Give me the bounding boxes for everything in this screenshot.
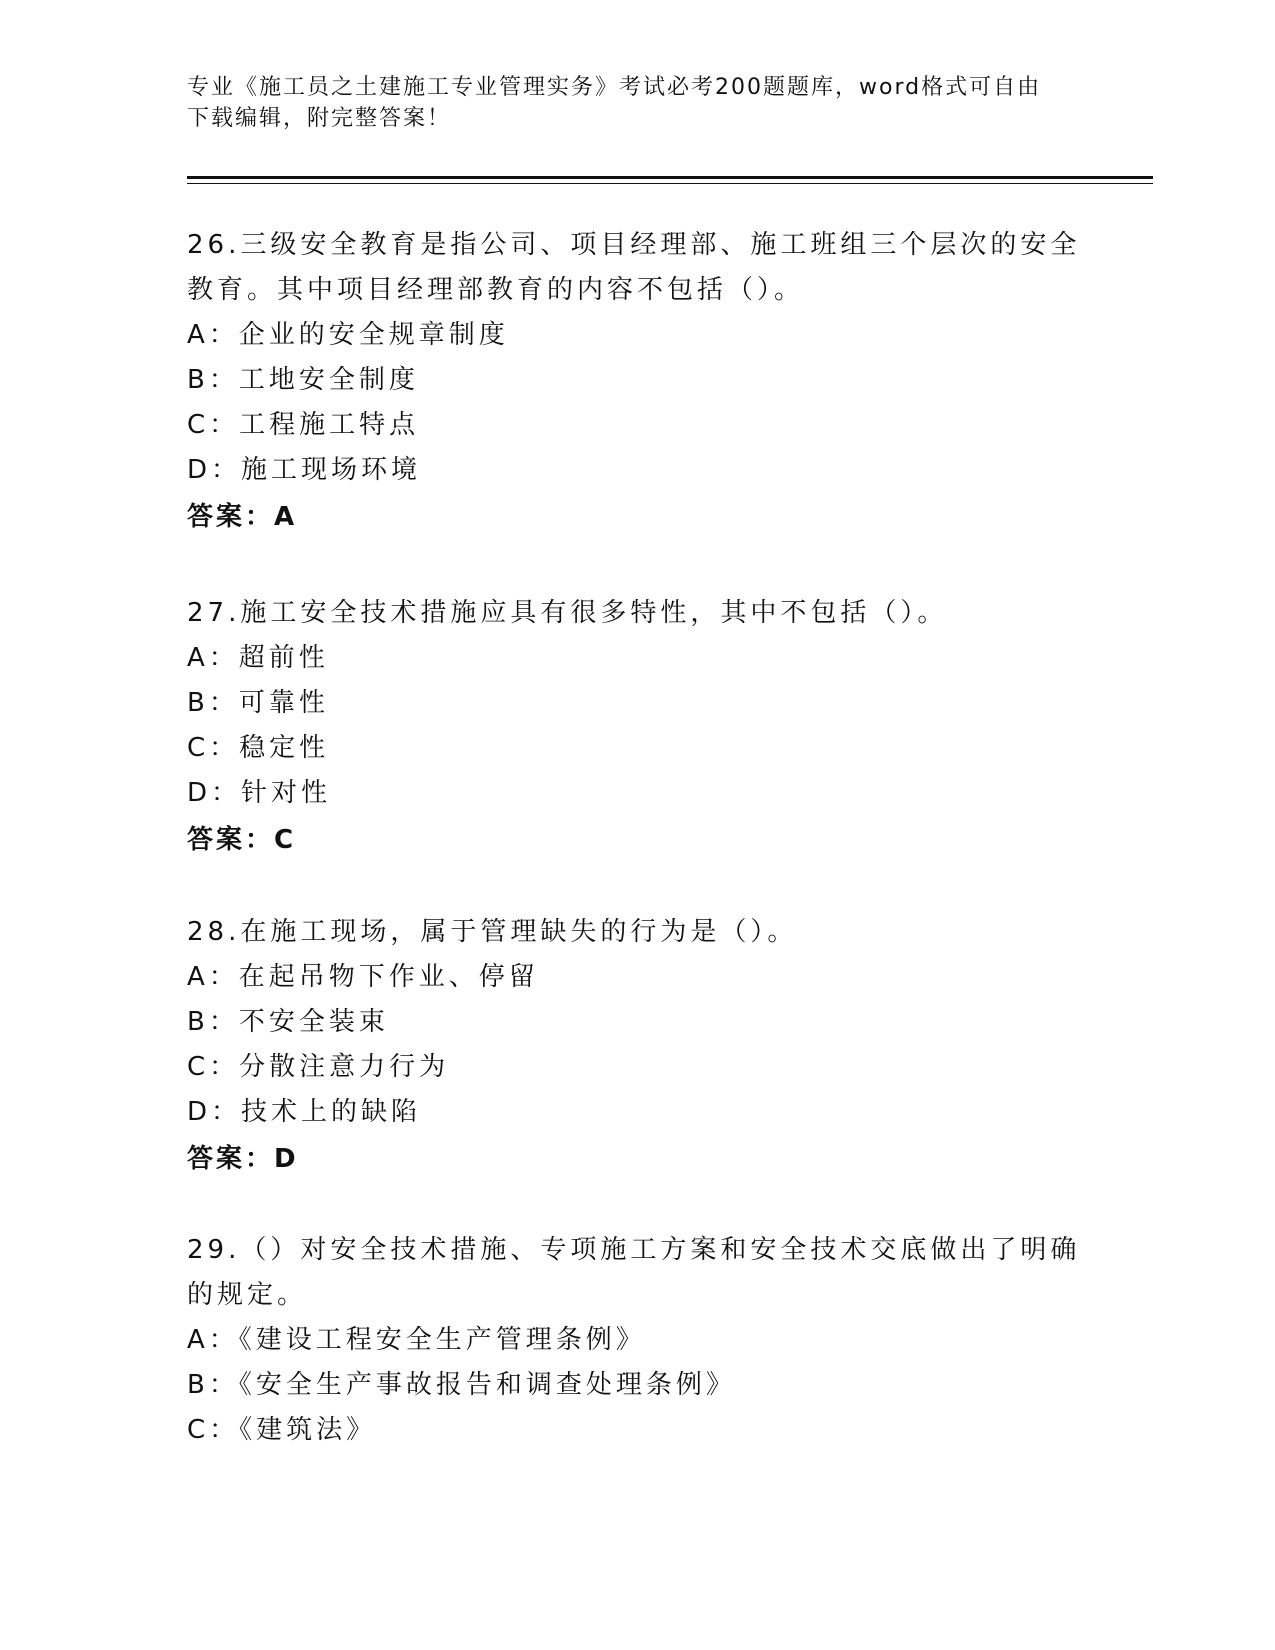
header-line-1: 专业《施工员之土建施工专业管理实务》考试必考200题题库，word格式可自由 <box>187 75 1042 100</box>
option-a: A：企业的安全规章制度 <box>187 320 509 350</box>
option-b: B：工地安全制度 <box>187 365 419 395</box>
option-c: C：稳定性 <box>187 733 330 763</box>
question-stem: 27.施工安全技术措施应具有很多特性，其中不包括（）。 <box>187 598 948 628</box>
option-c: C：分散注意力行为 <box>187 1052 450 1082</box>
option-d: D：针对性 <box>187 778 332 808</box>
header-divider-thin <box>187 183 1153 184</box>
answer: 答案：C <box>187 825 297 855</box>
option-d: D：技术上的缺陷 <box>187 1097 422 1127</box>
question-stem: 28.在施工现场，属于管理缺失的行为是（）。 <box>187 917 798 947</box>
option-b: B：《安全生产事故报告和调查处理条例》 <box>187 1370 736 1400</box>
question-28 <box>187 910 1097 1183</box>
header-line-2: 下载编辑，附完整答案！ <box>187 106 452 131</box>
header-divider-thick <box>187 176 1153 179</box>
question-26 <box>187 223 1097 541</box>
question-stem: 26.三级安全教育是指公司、项目经理部、施工班组三个层次的安全教育。其中项目经理部教育的内容不包括（）。 <box>187 230 1081 305</box>
option-c: C：《建筑法》 <box>187 1415 377 1445</box>
option-a: A：超前性 <box>187 643 329 673</box>
question-27 <box>187 591 1097 864</box>
question-stem: 29.（）对安全技术措施、专项施工方案和安全技术交底做出了明确的规定。 <box>187 1235 1081 1310</box>
answer: 答案：A <box>187 502 298 532</box>
option-b: B：可靠性 <box>187 688 329 718</box>
option-d: D：施工现场环境 <box>187 455 422 485</box>
question-29 <box>187 1228 1097 1453</box>
answer: 答案：D <box>187 1144 299 1174</box>
document-header <box>187 72 1087 134</box>
option-a: A：《建设工程安全生产管理条例》 <box>187 1325 646 1355</box>
option-c: C：工程施工特点 <box>187 410 420 440</box>
option-a: A：在起吊物下作业、停留 <box>187 962 539 992</box>
option-b: B：不安全装束 <box>187 1007 389 1037</box>
